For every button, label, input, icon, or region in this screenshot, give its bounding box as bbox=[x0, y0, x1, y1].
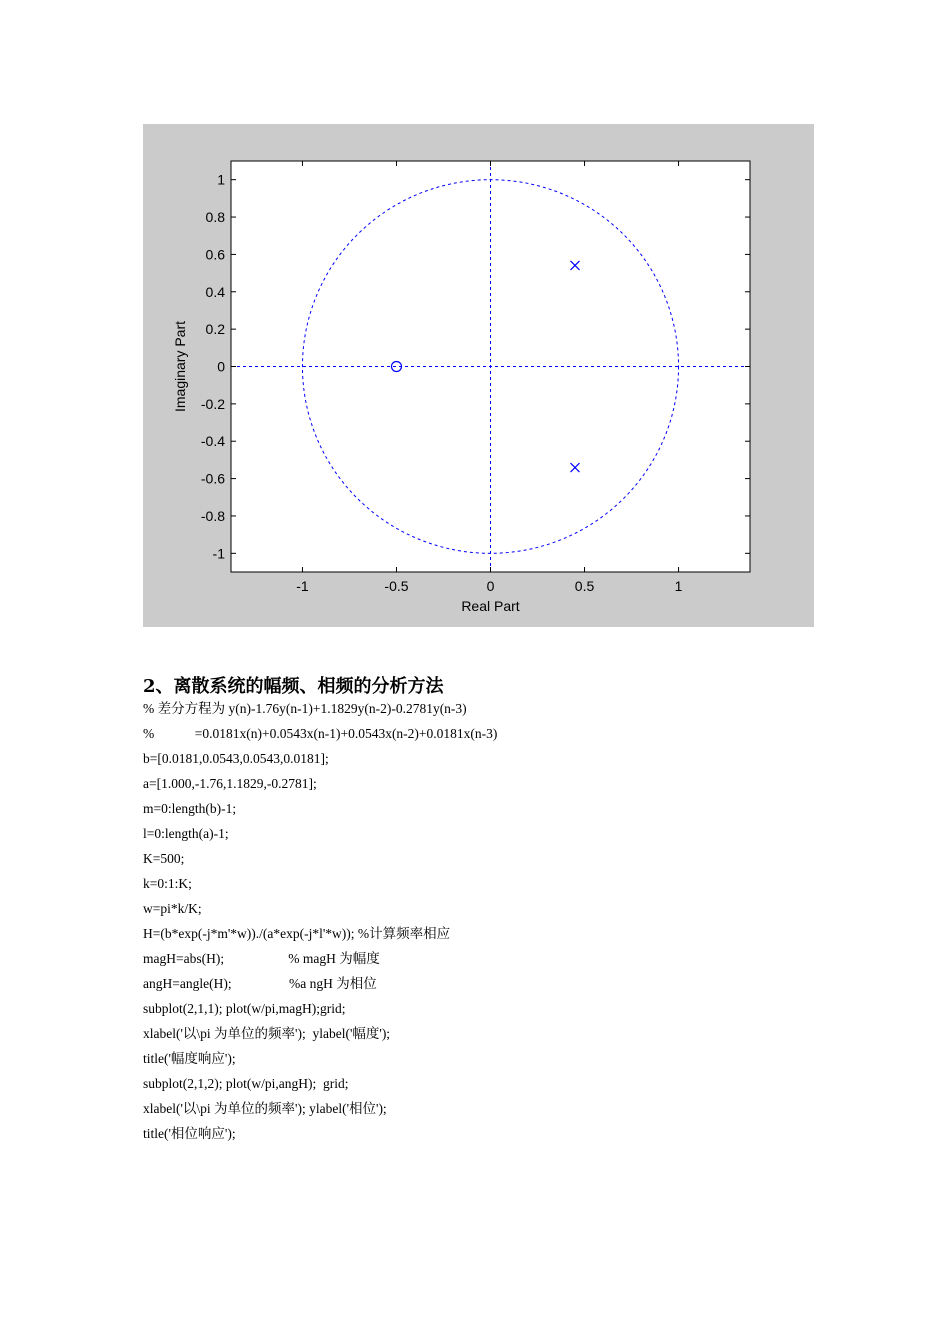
code-line: l=0:length(a)-1; bbox=[143, 826, 229, 841]
x-tick-label: -1 bbox=[296, 578, 309, 594]
y-tick-label: 0.2 bbox=[205, 321, 225, 338]
code-line: xlabel('以\pi 为单位的频率'); ylabel('幅度'); bbox=[143, 1026, 391, 1041]
code-line: title('相位响应'); bbox=[143, 1126, 236, 1141]
code-line: w=pi*k/K; bbox=[143, 901, 202, 916]
code-line: m=0:length(b)-1; bbox=[143, 801, 237, 816]
y-tick-label: -1 bbox=[212, 545, 225, 562]
code-line: magH=abs(H); % magH 为幅度 bbox=[143, 951, 380, 966]
code-line: xlabel('以\pi 为单位的频率'); ylabel('相位'); bbox=[143, 1101, 387, 1116]
code-line: a=[1.000,-1.76,1.1829,-0.2781]; bbox=[143, 776, 317, 791]
code-line: % =0.0181x(n)+0.0543x(n-1)+0.0543x(n-2)+0.0181x(n-3) bbox=[143, 726, 498, 741]
y-tick-label: -0.4 bbox=[200, 433, 225, 450]
pole-zero-plot bbox=[143, 124, 814, 627]
code-line: angH=angle(H); %a ngH 为相位 bbox=[143, 976, 377, 991]
code-listing bbox=[143, 700, 497, 1150]
x-tick-label: 0 bbox=[486, 578, 495, 594]
code-line: subplot(2,1,1); plot(w/pi,magH);grid; bbox=[143, 1001, 346, 1016]
y-tick-label: -0.8 bbox=[200, 507, 225, 524]
code-line: b=[0.0181,0.0543,0.0543,0.0181]; bbox=[143, 751, 329, 766]
y-tick-label: -0.2 bbox=[200, 395, 225, 412]
x-tick-label: 1 bbox=[674, 578, 683, 594]
code-line: subplot(2,1,2); plot(w/pi,angH); grid; bbox=[143, 1076, 349, 1091]
figure-panel bbox=[143, 124, 814, 627]
y-tick-label: 1 bbox=[217, 171, 225, 188]
code-line: H=(b*exp(-j*m'*w))./(a*exp(-j*l'*w)); %计算频率相应 bbox=[143, 926, 451, 941]
section-heading: 2、离散系统的幅频、相频的分析方法 bbox=[143, 676, 444, 697]
y-tick-label: 0.6 bbox=[205, 246, 225, 263]
code-line: k=0:1:K; bbox=[143, 876, 192, 891]
x-axis-label: Real Part bbox=[461, 598, 520, 614]
x-tick-label: 0.5 bbox=[574, 578, 595, 594]
code-line: K=500; bbox=[143, 851, 185, 866]
y-tick-label: 0 bbox=[217, 358, 225, 375]
y-tick-label: 0.8 bbox=[205, 209, 225, 226]
code-line: title('幅度响应'); bbox=[143, 1051, 236, 1066]
y-tick-label: -0.6 bbox=[200, 470, 225, 487]
y-axis-label: Imaginary Part bbox=[172, 320, 188, 413]
code-line: % 差分方程为 y(n)-1.76y(n-1)+1.1829y(n-2)-0.2781y(n-3) bbox=[143, 701, 467, 716]
x-tick-label: -0.5 bbox=[384, 578, 409, 594]
y-tick-label: 0.4 bbox=[205, 283, 225, 300]
